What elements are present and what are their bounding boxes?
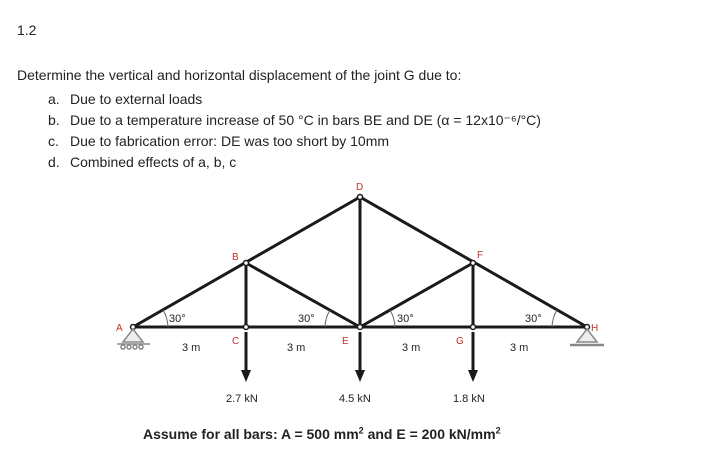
task-item-d: d. Combined effects of a, b, c [48,154,237,170]
member-FE [360,263,473,327]
load-label-E: 4.5 kN [339,393,371,405]
angle-label-E-left: 30° [298,313,315,325]
joint-label-A: A [116,323,123,334]
problem-prompt: Determine the vertical and horizontal displacement of the joint G due to: [17,67,462,83]
joint-label-D: D [356,182,364,193]
angle-arc-E-left [325,310,330,327]
joint-B [244,261,249,266]
joint-label-H: H [591,323,599,334]
span-label-AC: 3 m [182,342,201,354]
assumption-note: Assume for all bars: A = 500 $mm^2$ and E = 200 $kN/mm^2$ [143,425,501,442]
joint-label-G: G [456,336,464,347]
task-item-c: c. Due to fabrication error: DE was too short by 10mm [48,133,390,149]
angle-label-A: 30° [169,313,186,325]
angle-arc-A [163,310,168,327]
joint-D [358,195,363,200]
support-roller-H [570,329,604,345]
span-label-CE: 3 m [287,342,306,354]
joint-F [471,261,476,266]
angle-label-E-right: 30° [397,313,414,325]
joint-E [358,325,363,330]
joint-label-B: B [232,252,239,263]
load-label-G: 1.8 kN [453,393,485,405]
joint-label-E: E [342,336,349,347]
joint-G [471,325,476,330]
task-item-b: b. Due to a temperature increase of 50 °C in bars BE and DE (α = 12x10⁻⁶/°C) [48,112,541,128]
task-item-a: a. Due to external loads [48,91,203,107]
span-label-GH: 3 m [510,342,529,354]
joint-C [244,325,249,330]
angle-arc-E-right [390,310,395,327]
load-label-C: 2.7 kN [226,393,258,405]
problem-number: 1.2 [17,22,37,38]
span-label-EG: 3 m [402,342,421,354]
joint-label-C: C [232,336,240,347]
angle-arc-H [552,310,557,327]
joint-label-F: F [477,250,484,261]
angle-label-H: 30° [525,313,542,325]
